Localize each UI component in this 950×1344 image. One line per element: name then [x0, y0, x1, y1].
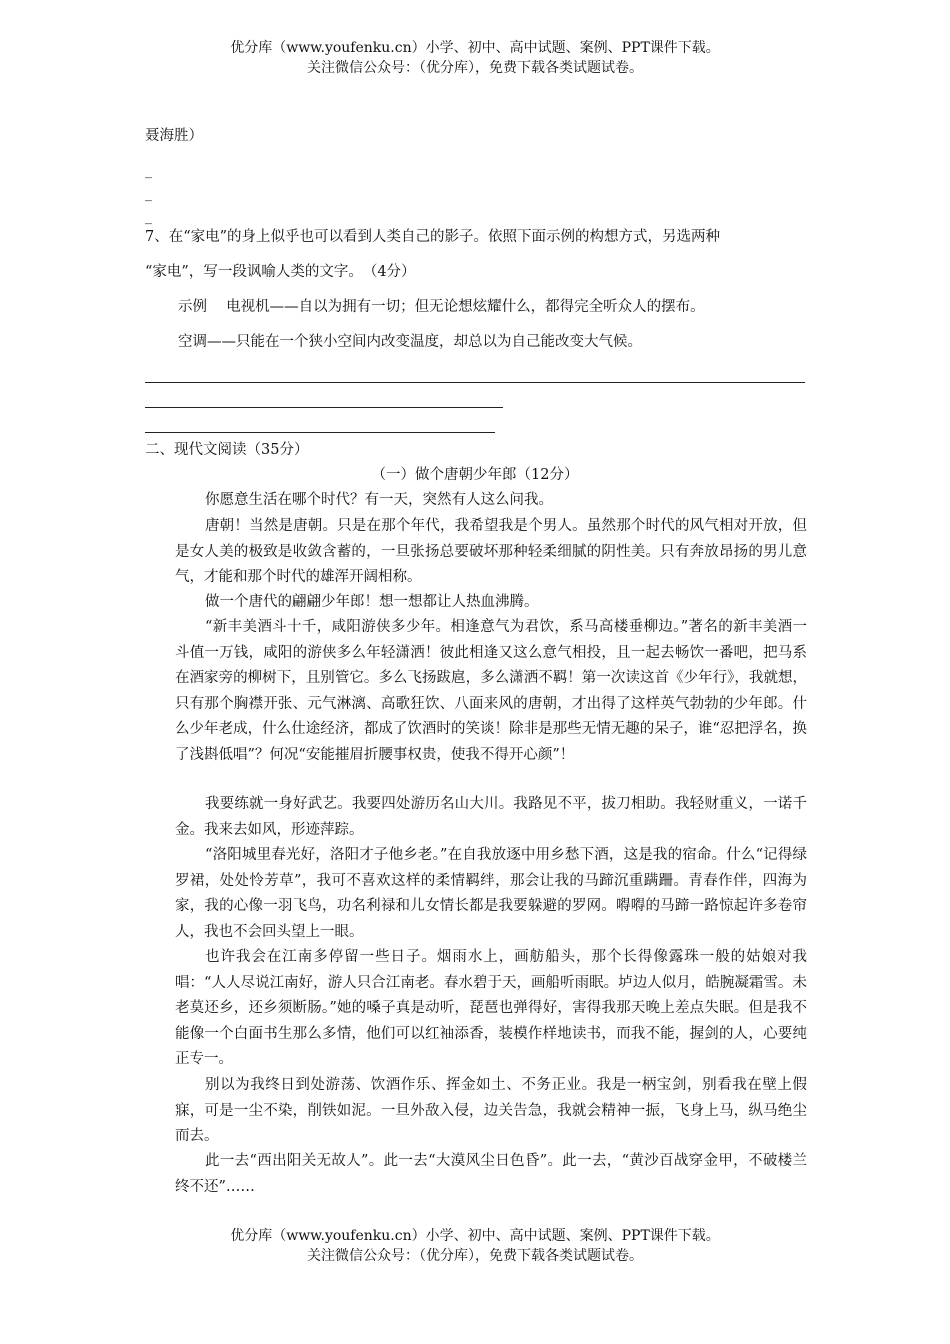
paragraph: “洛阳城里春光好，洛阳才子他乡老。”在自我放逐中用乡愁下酒，这是我的宿命。什么“记得绿罗裙，处处怜芳草”，我可不喜欢这样的柔情羁绊，那会让我的马蹄沉重蹒跚。青春作伴，四海为家，我的心像一羽飞鸟，功名利禄和儿女情长都是我要躲避的罗网。嘚嘚的马蹄一路惊起许多卷帘人，我也不会回头望上一眼。 [175, 847, 807, 940]
page-footer [0, 1226, 950, 1266]
paragraph: “新丰美酒斗十千，咸阳游侠多少年。相逢意气为君饮，系马高楼垂柳边。”著名的新丰美酒一斗值一万钱，咸阳的游侠多么年轻潇洒！彼此相逢又这么意气相投，且一起去畅饮一番吧，把马系在酒家旁的柳树下，且别管它。多么飞扬跋扈，多么潇洒不羁！第一次读这首《少年行》，我就想，只有那个胸襟开张、元气淋漓、高歌狂饮、八面来风的唐朝，才出得了这样英气勃勃的少年郎。什么少年老成，什么仕途经济，都成了饮酒时的笑谈！除非是那些无情无趣的呆子，谁“忍把浮名，换了浅斟低唱”？何况“安能摧眉折腰事权贵，使我不得开心颜”！ [175, 619, 807, 763]
paragraph: 做一个唐代的翩翩少年郎！想一想都让人热血沸腾。 [205, 594, 539, 610]
paragraph: 唐朝！当然是唐朝。只是在那个年代，我希望我是个男人。虽然那个时代的风气相对开放，但是女人美的极致是收敛含蓄的，一旦张扬总要破坏那种轻柔细腻的阴性美。只有奔放昂扬的男儿意气，才能和那个时代的雄浑开阔相称。 [175, 518, 807, 586]
paragraph: 你愿意生活在哪个时代？有一天，突然有人这么问我。 [205, 492, 553, 508]
question-7-example-1: 示例 电视机——自以为拥有一切；但无论想炫耀什么，都得完全听众人的摆布。 [178, 299, 705, 315]
paragraph: 也许我会在江南多停留一些日子。烟雨水上，画舫船头，那个长得像露珠一般的姑娘对我唱：“人人尽说江南好，游人只合江南老。春水碧于天，画船听雨眠。垆边人似月，皓腕凝霜雪。未老莫还乡，还乡须断肠。”她的嗓子真是动听，琵琶也弹得好，害得我那天晚上差点失眠。但是我不能像一个白面书生那么多情，他们可以红袖添香，装模作样地读书，而我不能，握剑的人，心要纯正专一。 [175, 949, 807, 1068]
footer-line-1: 优分库（www.youfenku.cn）小学、初中、高中试题、案例、PPT课件下载。 [230, 1228, 720, 1244]
header-line-2: 关注微信公众号：（优分库），免费下载各类试题试卷。 [307, 60, 643, 76]
answer-line [145, 382, 805, 383]
page-header [0, 38, 950, 78]
paragraph: 别以为我终日到处游荡、饮酒作乐、挥金如土、不务正业。我是一柄宝剑，别看我在壁上假寐，可是一尘不染，削铁如泥。一旦外敌入侵，边关告急，我就会精神一振，飞身上马，纵马绝尘而去。 [175, 1077, 807, 1145]
article-title: （一）做个唐朝少年郎（12分） [371, 467, 579, 483]
author-tail: 聂海胜） [145, 128, 203, 144]
answer-line [145, 407, 503, 408]
blank-mark: _ [145, 186, 152, 202]
blank-mark: _ [145, 163, 152, 179]
section-title: 二、现代文阅读（35分） [145, 442, 309, 458]
paragraph: 我要练就一身好武艺。我要四处游历名山大川。我路见不平，拔刀相助。我轻财重义，一诺千金。我来去如风，形迹萍踪。 [175, 796, 807, 838]
question-7-example-2: 空调——只能在一个狭小空间内改变温度，却总以为自己能改变大气候。 [178, 334, 642, 350]
question-7-line-2: “家电”，写一段讽喻人类的文字。 （4分） [145, 264, 416, 280]
blank-mark: _ [145, 209, 152, 225]
answer-line [145, 432, 495, 433]
header-line-1: 优分库（www.youfenku.cn）小学、初中、高中试题、案例、PPT课件下载。 [230, 40, 720, 56]
footer-line-2: 关注微信公众号：（优分库），免费下载各类试题试卷。 [307, 1248, 643, 1264]
paragraph: 此一去“西出阳关无故人”。此一去“大漠风尘日色昏”。此一去，“黄沙百战穿金甲，不破楼兰终不还”…… [175, 1153, 807, 1195]
question-7-line-1: 7、在“家电”的身上似乎也可以看到人类自己的影子。依照下面示例的构想方式，另选两种 [145, 229, 721, 245]
